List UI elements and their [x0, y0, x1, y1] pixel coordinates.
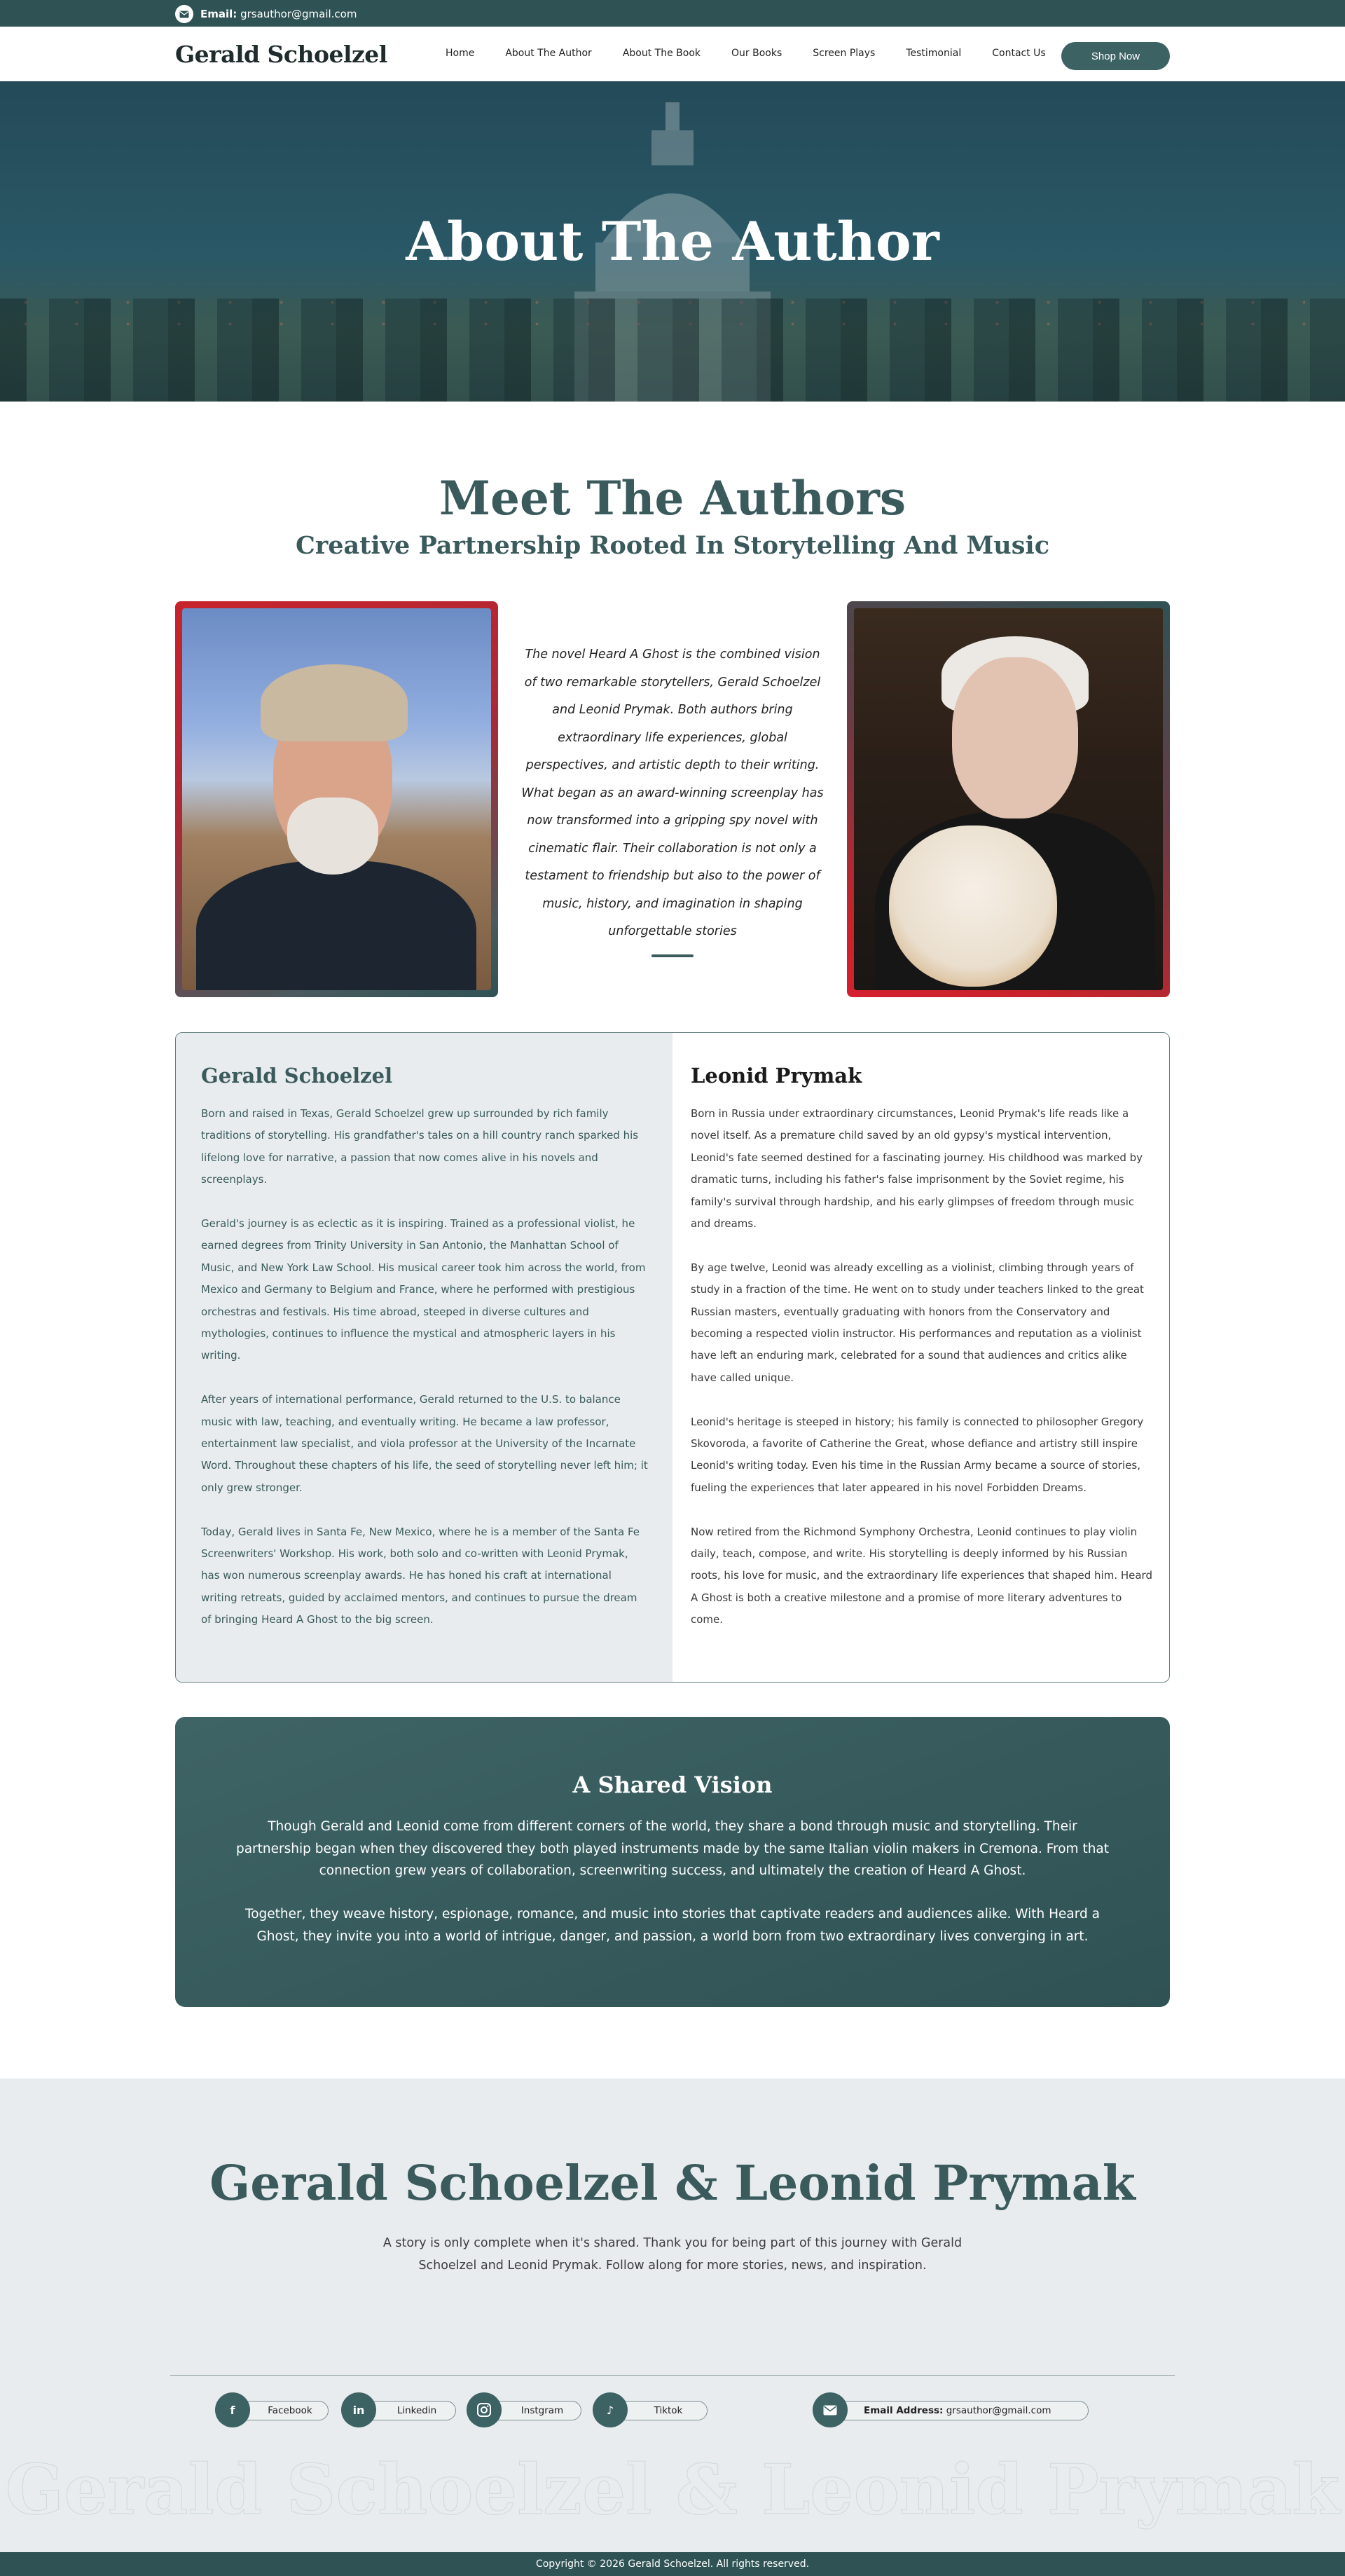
tiktok-icon: ♪: [593, 2392, 628, 2427]
top-contact-bar: [0, 0, 1345, 27]
city-skyline: [0, 299, 1345, 402]
author-bios: [175, 1032, 1170, 1683]
footer-watermark: Gerald Schoelzel & Leonid Prymak: [5, 2450, 1340, 2530]
nav-item-about-book[interactable]: About The Book: [622, 48, 701, 59]
bio-paragraph: After years of international performance, Gerald returned to the U.S. to balance music with law, teaching, and eventually writing. He became a law professor, entertainment law specialist, and viola professor at the University of the Incarnate Word. Throughout these chapters of his life, the seed of storytelling never left him; it only grew stronger.: [201, 1393, 648, 1494]
bio-paragraph: Today, Gerald lives in Santa Fe, New Mexico, where he is a member of the Santa Fe Screenwriters' Workshop. His work, both solo and co-written with Leonid Prymak, has won numerous screenplay awards. He has honed his craft at international writing retreats, guided by acclaimed mentors, and continues to pursue the dream of bringing Heard A Ghost to the big screen.: [201, 1525, 640, 1626]
facebook-icon: f: [215, 2392, 250, 2427]
intro-divider: [651, 954, 694, 957]
nav-item-home[interactable]: Home: [446, 48, 475, 59]
footer-email-label: Email Address:: [864, 2405, 944, 2416]
bio-paragraph: Born and raised in Texas, Gerald Schoelzel grew up surrounded by rich family traditions of storytelling. His grandfather's tales on a hill country ranch sparked his lifelong love for narrative, a passion that now comes alive in his novels and screenplays.: [201, 1107, 639, 1186]
nav-item-our-books[interactable]: Our Books: [731, 48, 782, 59]
bio-gerald: [176, 1033, 672, 1682]
bio-paragraph: Gerald's journey is as eclectic as it is inspiring. Trained as a professional violist, he earned degrees from Trinity University in San Antonio, the Manhattan School of Music, and New York Law School. His musical career took him across the world, from Mexico and Germany to Belgium and France, where he performed with prestigious orchestras and festivals. His time abroad, steeped in diverse cultures and mythologies, continues to influence the mystical and atmospheric layers in his writing.: [201, 1217, 646, 1362]
email-link[interactable]: grsauthor@gmail.com: [240, 8, 357, 20]
meet-authors-title: Meet The Authors: [439, 471, 906, 526]
footer-title: Gerald Schoelzel & Leonid Prymak: [209, 2156, 1136, 2212]
bio-leonid: [672, 1033, 1170, 1682]
site-logo[interactable]: Gerald Schoelzel: [175, 41, 387, 68]
email-icon: [813, 2392, 848, 2427]
authors-intro-text: The novel Heard A Ghost is the combined vision of two remarkable storytellers, Gerald Schoelzel and Leonid Prymak. Both authors bring extraordinary life experiences, global perspectives, and artistic depth to their writing. What began as an award-winning screenplay has now transformed into a gripping spy novel with cinematic flair. Their collaboration is not only a testament to friendship but also to the power of music, history, and imagination in shaping unforgettable stories: [521, 648, 824, 938]
shared-vision-title: A Shared Vision: [572, 1772, 773, 1798]
footer-email-value: grsauthor@gmail.com: [946, 2405, 1051, 2416]
instagram-icon: [467, 2392, 502, 2427]
shared-vision-paragraph: Together, they weave history, espionage, romance, and music into stories that captivate readers and audiences alike. With Heard a Ghost, they invite you into a world of intrigue, danger, and passion, a world born from two extraordinary lives converging in art.: [245, 1907, 1100, 1944]
bio-name-leonid: Leonid Prymak: [691, 1064, 862, 1088]
linkedin-icon: in: [341, 2392, 376, 2427]
main-navbar: [0, 27, 1345, 81]
copyright-bar: Copyright © 2026 Gerald Schoelzel. All rights reserved.: [0, 2552, 1345, 2576]
email-label: Email:: [200, 8, 237, 20]
hero-banner: [0, 81, 1345, 402]
bio-paragraph: Born in Russia under extraordinary circumstances, Leonid Prymak's life reads like a novel itself. As a premature child saved by an old gypsy's mystical intervention, Leonid's fate seemed destined for a fascinating journey. His childhood was marked by dramatic turns, including his father's false imprisonment by the Soviet regime, his family's survival through hardship, and his early glimpses of freedom through music and dreams.: [691, 1107, 1143, 1231]
nav-item-contact[interactable]: Contact Us: [992, 48, 1046, 59]
email-icon: [175, 5, 193, 23]
nav-item-screen-plays[interactable]: Screen Plays: [813, 48, 876, 59]
author-photo-leonid: [847, 601, 1170, 997]
bio-paragraph: By age twelve, Leonid was already excelling as a violinist, climbing through years of study in a fraction of the time. He went on to study under teachers linked to the great Russian masters, eventually graduating with honors from the Conservatory and becoming a respected violin instructor. His performances and reputation as a violinist have left an enduring mark, celebrated for a sound that audiences and critics alike have called unique.: [691, 1261, 1144, 1384]
bio-name-gerald: Gerald Schoelzel: [201, 1064, 393, 1088]
bio-paragraph: Now retired from the Richmond Symphony Orchestra, Leonid continues to play violin daily, teach, compose, and write. His storytelling is deeply informed by his Russian roots, his love for music, and the extraordinary life experiences that shaped him. Heard A Ghost is both a creative milestone and a promise of more literary adventures to come.: [691, 1525, 1152, 1626]
footer-description: A story is only complete when it's shared. Thank you for being part of this journey with Gerald Schoelzel and Leonid Prymak. Follow along for more stories, news, and inspiration.: [382, 2236, 963, 2273]
shop-now-button[interactable]: Shop Now: [1061, 42, 1170, 70]
nav-item-testimonial[interactable]: Testimonial: [906, 48, 962, 59]
shared-vision-card: [175, 1717, 1170, 2007]
meet-authors-subtitle: Creative Partnership Rooted In Storytelling And Music: [295, 531, 1050, 560]
nav-menu: [446, 48, 1077, 59]
author-photo-gerald: [175, 601, 498, 997]
site-footer: Gerald Schoelzel & Leonid Prymak A story is only complete when it's shared. Thank you for being part of this journey with Gerald Schoelzel and Leonid Prymak. Follow along for more stories, news, and inspiration. f Facebook in Linkedin Instgram ♪ Tiktok Email Address: grsauthor@gmail.com Gerald Schoelzel & Leonid Prymak: [0, 2078, 1345, 2552]
shared-vision-paragraph: Though Gerald and Leonid come from different corners of the world, they share a bond through music and storytelling. Their partnership began when they discovered they both played instruments made by the same Italian violin makers in Cremona. From that connection grew years of collaboration, screenwriting success, and ultimately the creation of Heard A Ghost.: [235, 1819, 1110, 1878]
bio-paragraph: Leonid's heritage is steeped in history; his family is connected to philosopher Gregory Skovoroda, a favorite of Catherine the Great, whose defiance and artistry still inspire Leonid's writing today. Even his time in the Russian Army became a source of stories, fueling the experiences that later appeared in his novel Forbidden Dreams.: [691, 1415, 1144, 1494]
footer-divider: [170, 2375, 1175, 2376]
hero-title: About The Author: [406, 210, 939, 273]
nav-item-about-author[interactable]: About The Author: [505, 48, 592, 59]
